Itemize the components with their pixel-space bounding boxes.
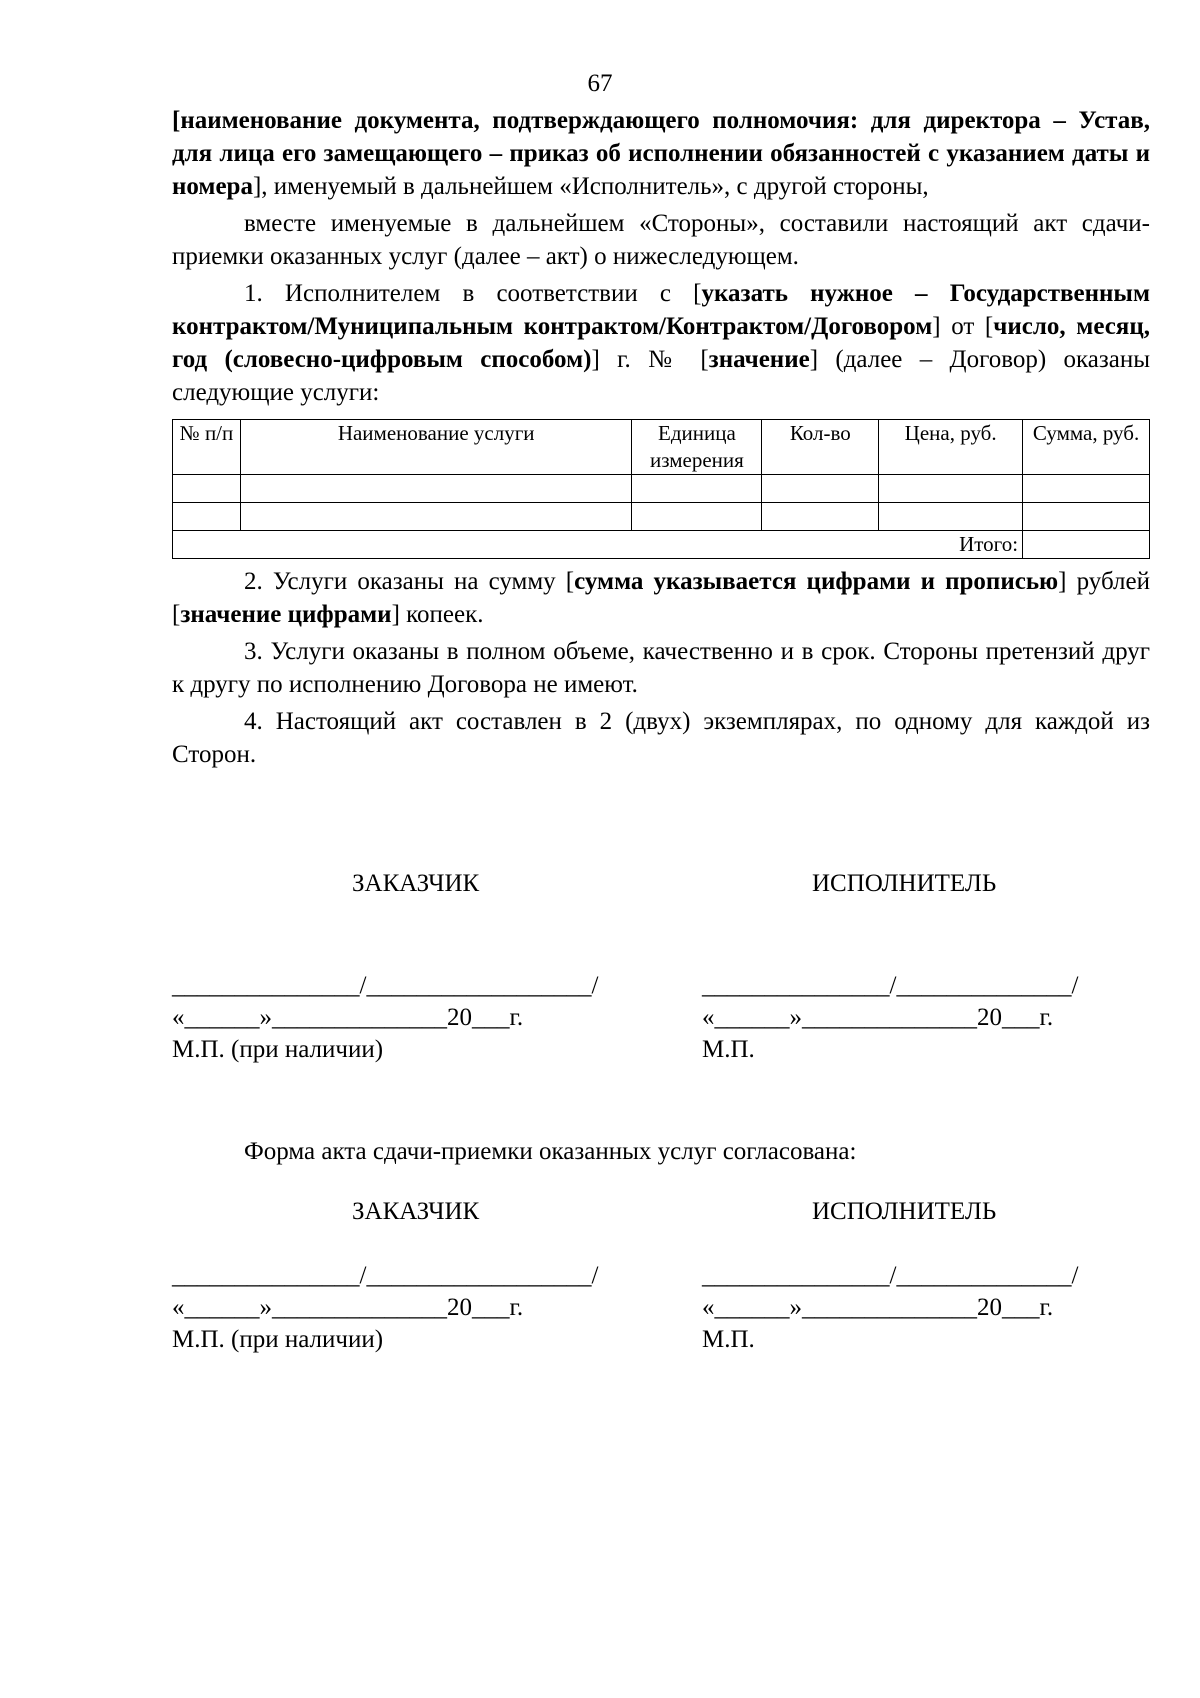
table-cell (173, 503, 241, 531)
table-cell (240, 503, 632, 531)
signature-block-2 (172, 1198, 1150, 1378)
table-cell (240, 475, 632, 503)
clause-2-text-e: ] копеек. (391, 601, 484, 628)
total-label: Итого: (173, 531, 1023, 559)
table-cell (1023, 475, 1150, 503)
clause-4: 4. Настоящий акт составлен в 2 (двух) экземплярах, по одному для каждой из Сторон. (172, 708, 1150, 768)
intro-bold: [наименование документа, подтверждающего полномочия: для директора – Устав, для лица его замещающего – приказ об исполнении обязанностей с указанием даты и номера (172, 107, 1150, 200)
clause-1-placeholder-number: значение (708, 346, 810, 373)
contractor-heading-2: ИСПОЛНИТЕЛЬ (812, 1198, 997, 1225)
contractor-sign-line: _______________/______________/ (702, 972, 1079, 999)
services-table (172, 419, 1150, 559)
table-cell (173, 475, 241, 503)
intro-rest: ], именуемый в дальнейшем «Исполнитель», с другой стороны, (252, 173, 929, 200)
customer-heading-2: ЗАКАЗЧИК (352, 1198, 480, 1225)
parties-paragraph: вместе именуемые в дальнейшем «Стороны», составили настоящий акт сдачи-приемки оказанных услуг (далее – акт) о нижеследующем. (172, 210, 1150, 270)
customer-sign-line-2: _______________/__________________/ (172, 1262, 599, 1289)
clause-1-text-e: ] г. № [ (591, 346, 709, 373)
table-total-row (173, 531, 1150, 559)
header-service: Наименование услуги (240, 420, 632, 475)
customer-date-line-2: «______»______________20___г. (172, 1294, 524, 1321)
table-cell (632, 503, 762, 531)
table-cell (879, 503, 1023, 531)
contractor-date-line-2: «______»______________20___г. (702, 1294, 1054, 1321)
contractor-stamp: М.П. (702, 1036, 755, 1063)
header-price: Цена, руб. (879, 420, 1023, 475)
customer-sign-line: _______________/__________________/ (172, 972, 599, 999)
header-unit: Единица измерения (632, 420, 762, 475)
table-cell (632, 475, 762, 503)
total-value-cell (1023, 531, 1150, 559)
table-cell (762, 503, 879, 531)
clause-1-text-g: ] (далее – Договор) оказаны следующие услуги: (172, 346, 1151, 406)
clause-3: 3. Услуги оказаны в полном объеме, качественно и в срок. Стороны претензий друг к другу по исполнению Договора не имеют. (172, 638, 1150, 698)
customer-stamp: М.П. (при наличии) (172, 1036, 384, 1063)
contractor-sign-line-2: _______________/______________/ (702, 1262, 1079, 1289)
customer-stamp-2: М.П. (при наличии) (172, 1326, 384, 1353)
table-row (173, 475, 1150, 503)
clause-1 (172, 277, 1150, 409)
clause-2-text-c: ] рублей [ (172, 568, 1150, 628)
contractor-heading: ИСПОЛНИТЕЛЬ (812, 870, 997, 897)
table-cell (762, 475, 879, 503)
clause-2-placeholder-sum: сумма указывается цифрами и прописью (574, 568, 1059, 595)
signature-block-1 (172, 870, 1150, 1070)
clause-1-placeholder-date: число, месяц, год (словесно-цифровым способом) (172, 313, 1150, 373)
header-qty: Кол-во (762, 420, 879, 475)
document-body (172, 104, 1150, 771)
contractor-stamp-2: М.П. (702, 1326, 755, 1353)
clause-2-placeholder-kopecks: значение цифрами (180, 601, 392, 628)
clause-1-placeholder-contract: указать нужное – Государственным контрактом/Муниципальным контрактом/Контрактом/Договором (172, 280, 1150, 340)
clause-1-text-c: ] от [ (932, 313, 994, 340)
clause-2 (172, 565, 1150, 631)
table-cell (879, 475, 1023, 503)
table-row (173, 503, 1150, 531)
contractor-date-line: «______»______________20___г. (702, 1004, 1054, 1031)
table-header-row (173, 420, 1150, 475)
form-agreed-note: Форма акта сдачи-приемки оказанных услуг согласована: (244, 1138, 857, 1165)
clause-1-text-a: 1. Исполнителем в соответствии с [ (244, 280, 702, 307)
customer-heading: ЗАКАЗЧИК (352, 870, 480, 897)
header-num: № п/п (173, 420, 241, 475)
page-number: 67 (587, 70, 613, 97)
intro-paragraph (172, 104, 1150, 203)
header-sum: Сумма, руб. (1023, 420, 1150, 475)
clause-2-text-a: 2. Услуги оказаны на сумму [ (244, 568, 575, 595)
table-cell (1023, 503, 1150, 531)
customer-date-line: «______»______________20___г. (172, 1004, 524, 1031)
